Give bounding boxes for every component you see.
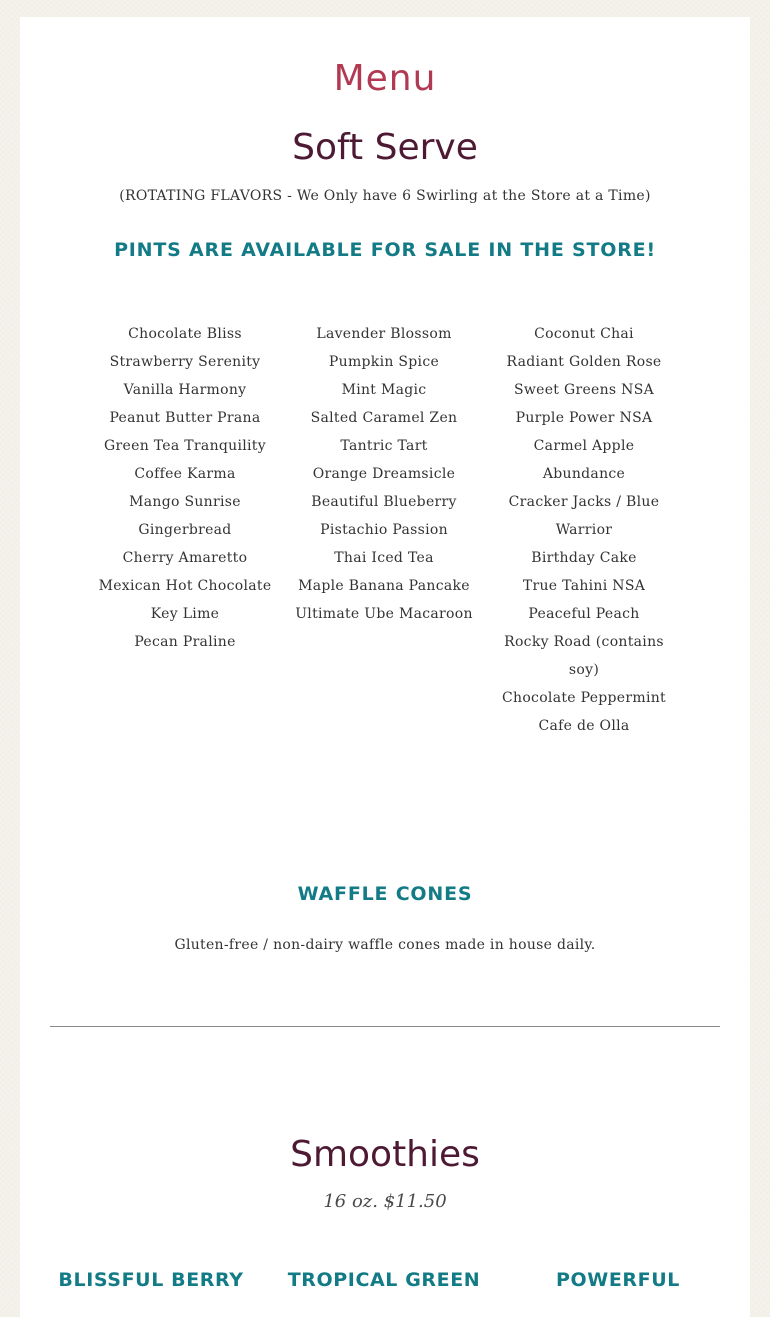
flavor-item: Pumpkin Spice	[328, 354, 440, 370]
flavor-item: Cracker Jacks / Blue Warrior	[508, 494, 660, 538]
flavor-item: Mint Magic	[341, 382, 427, 398]
flavor-column-2	[294, 320, 474, 628]
rotating-flavors-note: (ROTATING FLAVORS - We Only have 6 Swirling at the Store at a Time)	[119, 188, 651, 204]
flavor-item: Chocolate Bliss	[128, 326, 242, 342]
flavor-item: Ultimate Ube Macaroon	[295, 606, 473, 622]
flavor-item: Maple Banana Pancake	[298, 578, 470, 594]
flavor-item: Pecan Praline	[134, 634, 236, 650]
flavor-item: Purple Power NSA	[515, 410, 653, 426]
flavor-item: Strawberry Serenity	[109, 354, 261, 370]
smoothies-title: Smoothies	[290, 1134, 480, 1175]
smoothie-item-name: POWERFUL	[556, 1269, 680, 1291]
flavor-item: Lavender Blossom	[316, 326, 452, 342]
flavor-item: Orange Dreamsicle	[312, 466, 456, 482]
smoothie-item-name: TROPICAL GREEN	[287, 1269, 481, 1291]
flavor-item: Key Lime	[150, 606, 220, 622]
flavor-column-1	[95, 320, 275, 656]
flavor-item: Beautiful Blueberry	[311, 494, 457, 510]
waffle-cones-description: Gluten-free / non-dairy waffle cones made in house daily.	[174, 937, 596, 953]
section-divider	[50, 1026, 720, 1027]
flavor-item: Pistachio Passion	[320, 522, 448, 538]
flavor-column-3	[494, 320, 674, 740]
flavor-item: Green Tea Tranquility	[104, 438, 266, 454]
pints-heading: PINTS ARE AVAILABLE FOR SALE IN THE STORE!	[114, 239, 656, 261]
flavor-item: Salted Caramel Zen	[310, 410, 458, 426]
flavor-item: Gingerbread	[138, 522, 232, 538]
flavor-item: Radiant Golden Rose	[506, 354, 662, 370]
page-title: Menu	[333, 58, 437, 99]
flavor-item: Mexican Hot Chocolate	[98, 578, 272, 594]
flavor-item: Coffee Karma	[134, 466, 236, 482]
smoothie-price: 16 oz. $11.50	[323, 1191, 447, 1212]
waffle-cones-heading: WAFFLE CONES	[297, 883, 473, 905]
smoothie-item-name: BLISSFUL BERRY	[58, 1269, 244, 1291]
flavor-item: Sweet Greens NSA	[513, 382, 655, 398]
flavor-item: Peanut Butter Prana	[109, 410, 261, 426]
flavor-item: Birthday Cake	[531, 550, 637, 566]
flavor-item: Mango Sunrise	[129, 494, 241, 510]
flavor-item: Coconut Chai	[534, 326, 634, 342]
flavor-item: Chocolate Peppermint	[502, 690, 666, 706]
flavor-item: Vanilla Harmony	[123, 382, 247, 398]
flavor-item: Cafe de Olla	[538, 718, 630, 734]
flavor-item: Cherry Amaretto	[122, 550, 248, 566]
flavor-item: Thai Iced Tea	[334, 550, 434, 566]
menu-card	[20, 17, 750, 1317]
flavor-item: Rocky Road (contains soy)	[504, 634, 664, 678]
flavor-item: Peaceful Peach	[528, 606, 640, 622]
flavor-item: True Tahini NSA	[522, 578, 646, 594]
flavor-item: Carmel Apple Abundance	[533, 438, 635, 482]
flavor-item: Tantric Tart	[340, 438, 428, 454]
soft-serve-title: Soft Serve	[292, 127, 478, 168]
